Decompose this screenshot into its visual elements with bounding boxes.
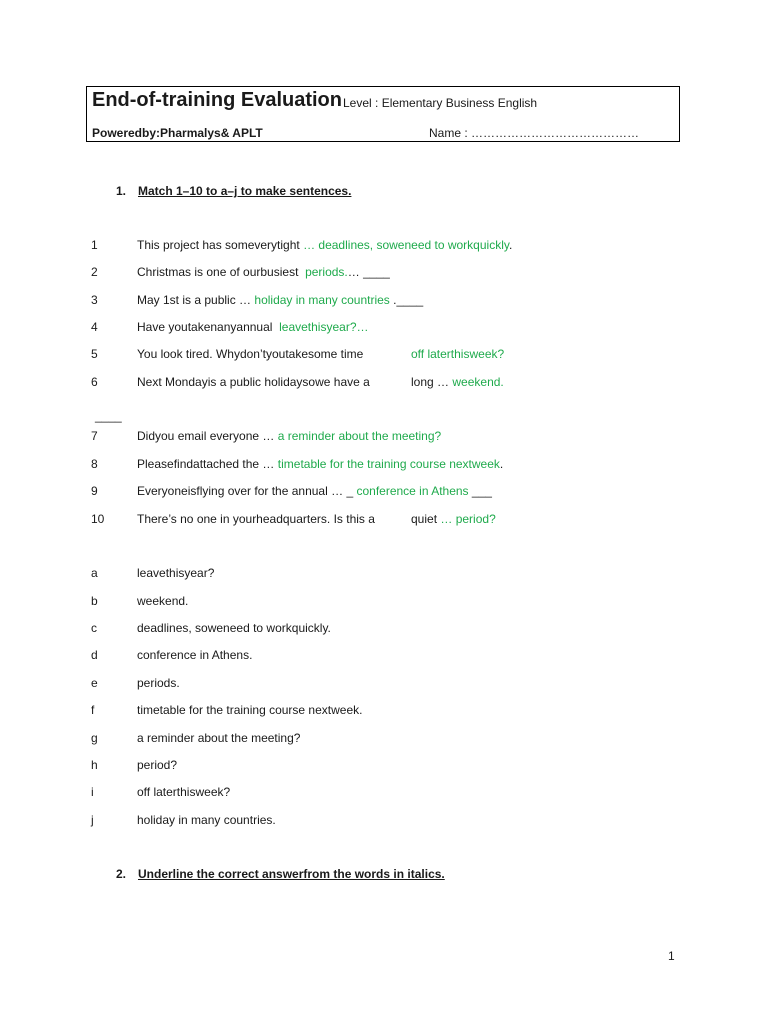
sentence-row xyxy=(0,265,768,283)
sentence-number: 7 xyxy=(91,429,98,443)
option-letter: e xyxy=(91,676,98,690)
sentence-text-continued: long … weekend. xyxy=(411,375,504,389)
answer-text: a reminder about the meeting? xyxy=(277,429,442,443)
option-text: periods. xyxy=(137,676,180,690)
sentence-row xyxy=(0,320,768,338)
option-text: leavethisyear? xyxy=(137,566,215,580)
option-letter: b xyxy=(91,594,98,608)
option-row xyxy=(0,648,768,666)
sentence-number: 8 xyxy=(91,457,98,471)
sentence-row xyxy=(0,375,768,393)
level-label: Level : Elementary Business English xyxy=(343,96,538,110)
sentence-text: Next Mondayis a public holidaysowe have a xyxy=(137,375,370,389)
option-text: deadlines, soweneed to workquickly. xyxy=(137,621,331,635)
sentence-row xyxy=(0,457,768,475)
option-row xyxy=(0,594,768,612)
option-row xyxy=(0,785,768,803)
option-row xyxy=(0,621,768,639)
answer-blank: ____ xyxy=(95,409,122,423)
option-letter: g xyxy=(91,731,98,745)
sentence-text: This project has someverytight … deadlines, soweneed to workquickly. xyxy=(137,238,513,252)
option-row xyxy=(0,758,768,776)
option-text: weekend. xyxy=(137,594,189,608)
sentence-number: 3 xyxy=(91,293,98,307)
powered-by-label: Poweredby:Pharmalys& APLT xyxy=(92,126,263,140)
answer-text: off laterthisweek? xyxy=(411,347,505,361)
option-row xyxy=(0,566,768,584)
answer-text: holiday in many countries xyxy=(254,293,390,307)
sentence-text: May 1st is a public … holiday in many countries .____ xyxy=(137,293,424,307)
header-box xyxy=(86,86,680,142)
option-letter: j xyxy=(91,813,94,827)
option-row xyxy=(0,703,768,721)
option-letter: a xyxy=(91,566,98,580)
sentence-number: 5 xyxy=(91,347,98,361)
option-letter: c xyxy=(91,621,97,635)
answer-text: leavethisyear?… xyxy=(279,320,369,334)
document-title: End-of-training Evaluation xyxy=(92,89,342,111)
sentence-number: 2 xyxy=(91,265,98,279)
sentence-number: 10 xyxy=(91,512,105,526)
sentence-number: 6 xyxy=(91,375,98,389)
section-2-number: 2. xyxy=(116,867,127,881)
option-row xyxy=(0,731,768,749)
answer-text: timetable for the training course nextweek xyxy=(277,457,500,471)
sentence-number: 4 xyxy=(91,320,98,334)
option-text: off laterthisweek? xyxy=(137,785,231,799)
answer-text: … deadlines, soweneed to workquickly xyxy=(303,238,509,252)
sentence-text-continued: quiet … period? xyxy=(411,512,496,526)
name-field: Name : …………………………………… xyxy=(429,126,640,140)
sentence-text: Everyoneisflying over for the annual … _ conference in Athens ___ xyxy=(137,484,492,498)
section-1-number: 1. xyxy=(116,184,127,198)
sentence-text: Christmas is one of ourbusiest periods.… ____ xyxy=(137,265,390,279)
sentence-text: Didyou email everyone … a reminder about the meeting? xyxy=(137,429,442,443)
page-number: 1 xyxy=(668,949,675,963)
sentence-number: 1 xyxy=(91,238,98,252)
answer-text: periods. xyxy=(305,265,348,279)
option-text: conference in Athens. xyxy=(137,648,253,662)
answer-text: conference in Athens xyxy=(356,484,469,498)
sentence-row xyxy=(0,347,768,365)
answer-text: weekend. xyxy=(452,375,504,389)
sentence-text: Pleasefindattached the … timetable for the training course nextweek. xyxy=(137,457,504,471)
sentence-row xyxy=(0,429,768,447)
option-text: holiday in many countries. xyxy=(137,813,276,827)
option-letter: i xyxy=(91,785,94,799)
sentence-number: 9 xyxy=(91,484,98,498)
sentence-row xyxy=(0,484,768,502)
answer-text: … period? xyxy=(440,512,496,526)
sentence-text: There’s no one in yourheadquarters. Is this a xyxy=(137,512,375,526)
section-2-title: Underline the correct answerfrom the words in italics. xyxy=(138,867,445,881)
option-row xyxy=(0,676,768,694)
sentence-row xyxy=(0,238,768,256)
option-letter: h xyxy=(91,758,98,772)
option-row xyxy=(0,813,768,831)
option-text: timetable for the training course nextweek. xyxy=(137,703,363,717)
option-text: a reminder about the meeting? xyxy=(137,731,301,745)
sentence-row xyxy=(0,293,768,311)
option-text: period? xyxy=(137,758,178,772)
option-letter: d xyxy=(91,648,98,662)
sentence-row xyxy=(0,512,768,530)
sentence-text: Have youtakenanyannual leavethisyear?… xyxy=(137,320,369,334)
sentence-text: You look tired. Whydon’tyoutakesome time xyxy=(137,347,364,361)
section-1-title: Match 1–10 to a–j to make sentences. xyxy=(138,184,352,198)
option-letter: f xyxy=(91,703,95,717)
